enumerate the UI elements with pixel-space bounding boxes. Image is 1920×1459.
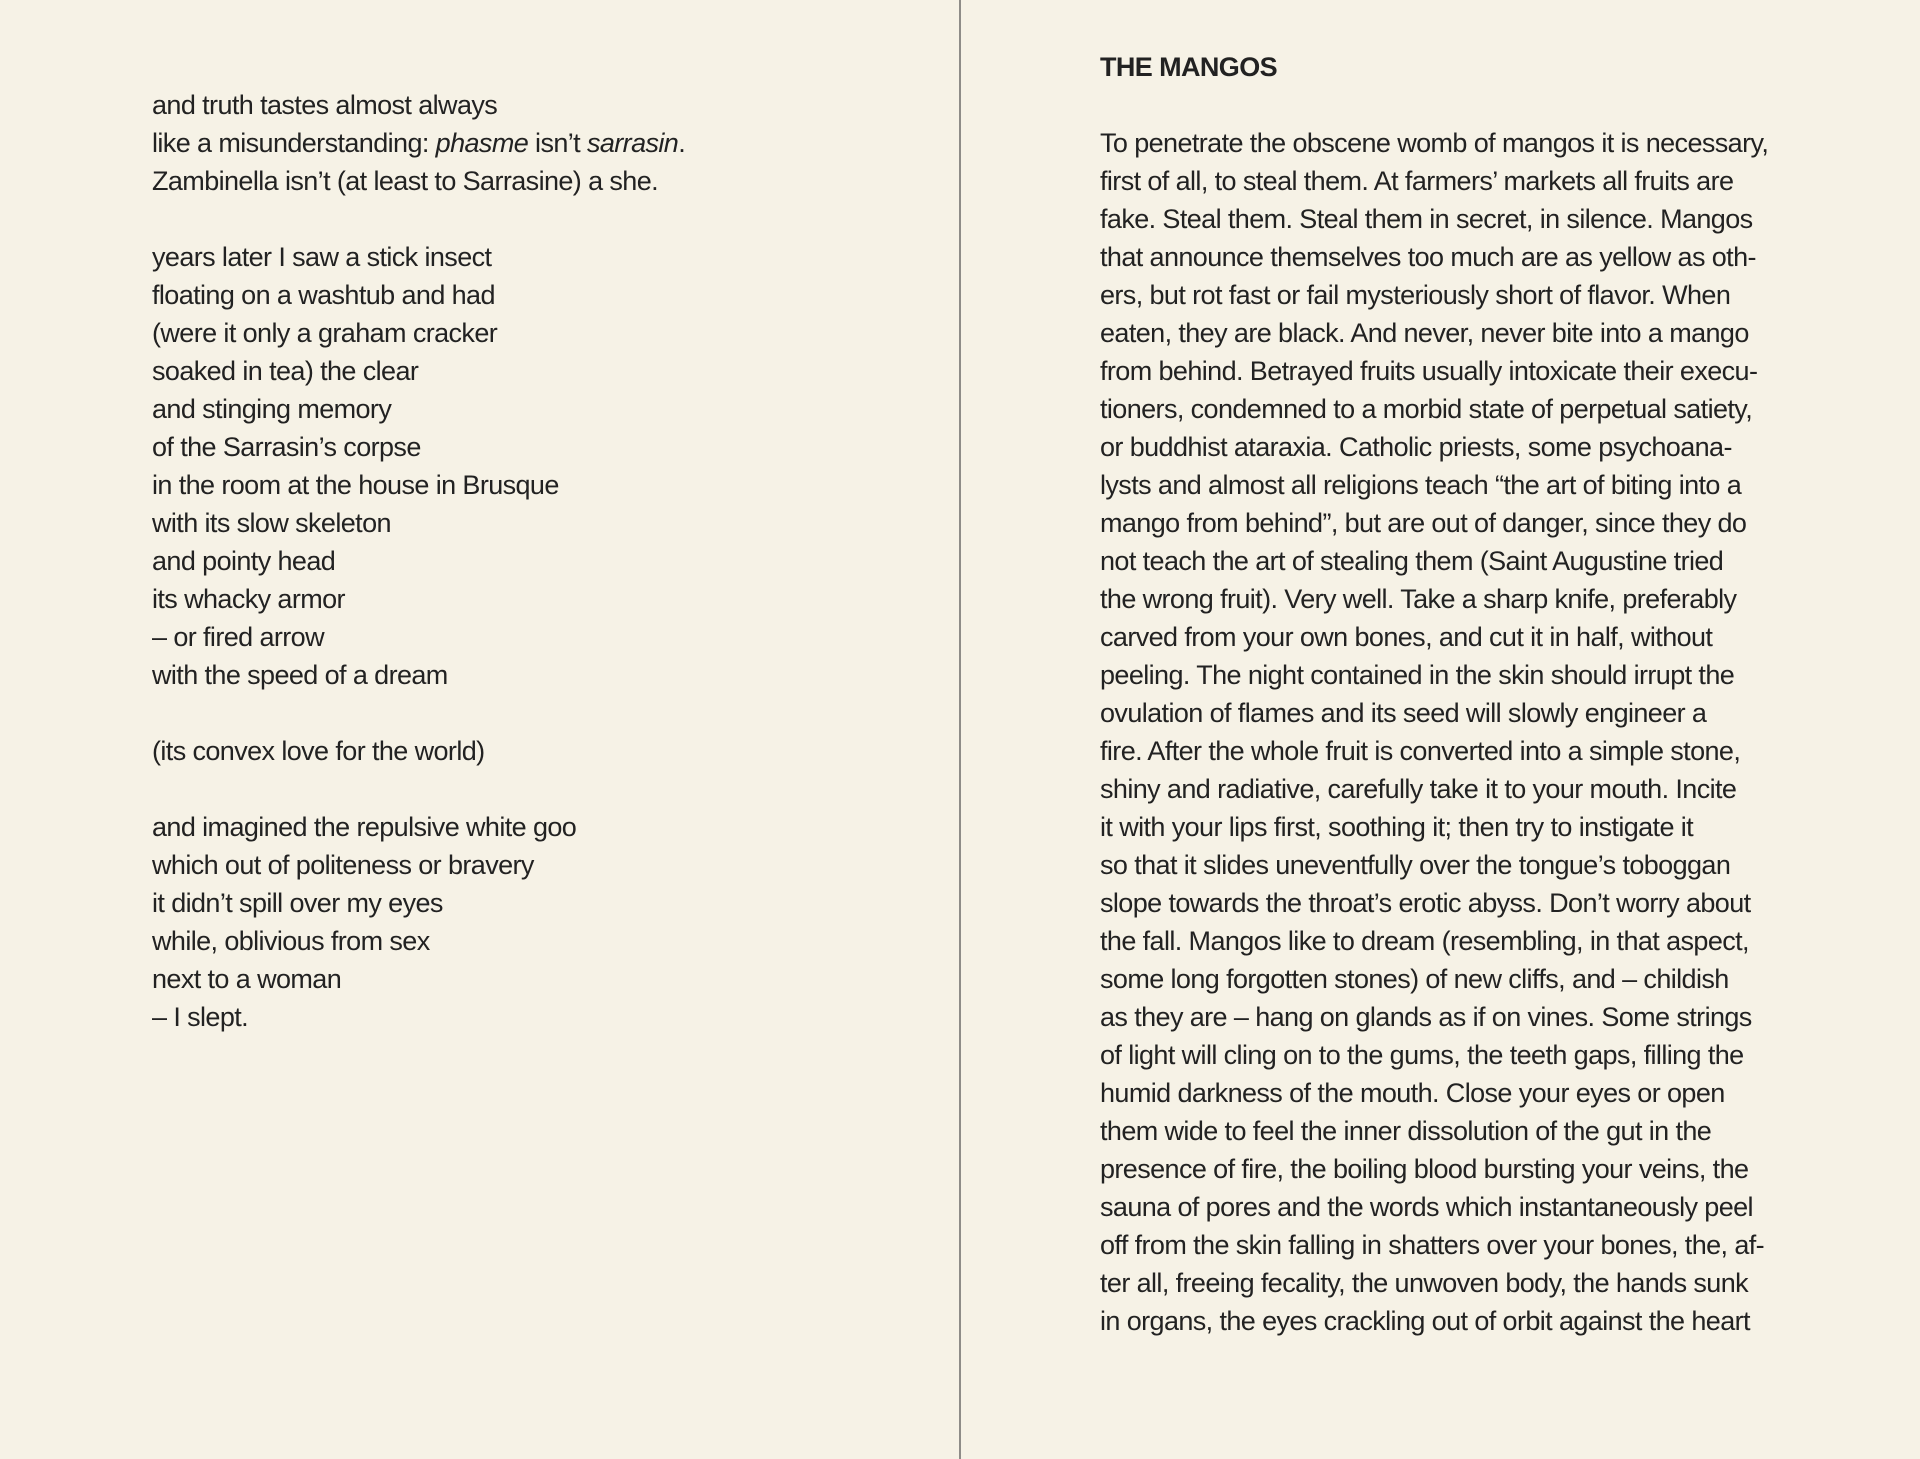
poem-line-with-italics: [152, 124, 852, 162]
poem-line: – I slept.: [152, 1002, 249, 1032]
prose-line: ovulation of flames and its seed will slowly engineer a: [1100, 698, 1707, 728]
prose-line: ers, but rot fast or fail mysteriously short of flavor. When: [1100, 280, 1731, 310]
poem-text: isn’t: [528, 128, 587, 158]
poem-line: and pointy head: [152, 546, 336, 576]
poem-line: and stinging memory: [152, 394, 392, 424]
prose-line: so that it slides uneventfully over the tongue’s toboggan: [1100, 850, 1731, 880]
poem-stanza-3: [152, 732, 852, 770]
poem-line: with the speed of a dream: [152, 660, 448, 690]
poem-line: next to a woman: [152, 964, 342, 994]
poem-line: it didn’t spill over my eyes: [152, 888, 443, 918]
stanza-break: [152, 200, 852, 238]
prose-line: it with your lips first, soothing it; then try to instigate it: [1100, 812, 1694, 842]
poem-line: which out of politeness or bravery: [152, 850, 534, 880]
prose-line: first of all, to steal them. At farmers’ markets all fruits are: [1100, 166, 1734, 196]
left-page-poem: [152, 86, 852, 1036]
prose-line: of light will cling on to the gums, the teeth gaps, filling the: [1100, 1040, 1744, 1070]
prose-line: fake. Steal them. Steal them in secret, in silence. Mangos: [1100, 204, 1753, 234]
prose-line: some long forgotten stones) of new cliffs, and – childish: [1100, 964, 1729, 994]
prose-line: the wrong fruit). Very well. Take a sharp knife, preferably: [1100, 584, 1737, 614]
prose-line: sauna of pores and the words which instantaneously peel: [1100, 1192, 1753, 1222]
poem-line: of the Sarrasin’s corpse: [152, 432, 421, 462]
prose-line: as they are – hang on glands as if on vines. Some strings: [1100, 1002, 1752, 1032]
poem-line: floating on a washtub and had: [152, 280, 495, 310]
prose-line: fire. After the whole fruit is converted into a simple stone,: [1100, 736, 1741, 766]
poem-line: with its slow skeleton: [152, 508, 391, 538]
prose-line: presence of fire, the boiling blood bursting your veins, the: [1100, 1154, 1749, 1184]
prose-line: or buddhist ataraxia. Catholic priests, some psychoana-: [1100, 432, 1732, 462]
prose-line: eaten, they are black. And never, never bite into a mango: [1100, 318, 1749, 348]
prose-line: To penetrate the obscene womb of mangos it is necessary,: [1100, 128, 1769, 158]
poem-line: (its convex love for the world): [152, 736, 485, 766]
prose-line: lysts and almost all religions teach “the art of biting into a: [1100, 470, 1742, 500]
prose-line: in organs, the eyes crackling out of orbit against the heart: [1100, 1306, 1750, 1336]
prose-line: mango from behind”, but are out of danger, since they do: [1100, 508, 1747, 538]
poem-line: its whacky armor: [152, 584, 345, 614]
poem-stanza-4: [152, 808, 852, 1036]
prose-line: from behind. Betrayed fruits usually intoxicate their execu-: [1100, 356, 1758, 386]
prose-body: [1100, 124, 1860, 1340]
poem-line: years later I saw a stick insect: [152, 242, 492, 272]
poem-text: .: [678, 128, 686, 158]
poem-stanza-2: [152, 238, 852, 694]
poem-line: soaked in tea) the clear: [152, 356, 419, 386]
poem-line: – or fired arrow: [152, 622, 324, 652]
prose-line: them wide to feel the inner dissolution of the gut in the: [1100, 1116, 1712, 1146]
italic-word-phasme: phasme: [435, 128, 529, 158]
right-page-prose: [1100, 48, 1860, 1340]
poem-line: (were it only a graham cracker: [152, 318, 498, 348]
poem-line: while, oblivious from sex: [152, 926, 430, 956]
prose-line: ter all, freeing fecality, the unwoven body, the hands sunk: [1100, 1268, 1749, 1298]
prose-line: off from the skin falling in shatters over your bones, the, af-: [1100, 1230, 1765, 1260]
stanza-break: [152, 694, 852, 732]
stanza-break: [152, 770, 852, 808]
poem-line: and imagined the repulsive white goo: [152, 812, 577, 842]
prose-line: that announce themselves too much are as yellow as oth-: [1100, 242, 1756, 272]
prose-line: carved from your own bones, and cut it in half, without: [1100, 622, 1713, 652]
poem-line: in the room at the house in Brusque: [152, 470, 559, 500]
prose-line: shiny and radiative, carefully take it to your mouth. Incite: [1100, 774, 1737, 804]
prose-line: tioners, condemned to a morbid state of perpetual satiety,: [1100, 394, 1753, 424]
title-spacing: [1100, 86, 1860, 124]
prose-line: not teach the art of stealing them (Saint Augustine tried: [1100, 546, 1724, 576]
section-title: THE MANGOS: [1100, 52, 1278, 82]
italic-word-sarrasin: sarrasin: [586, 128, 679, 158]
poem-line: Zambinella isn’t (at least to Sarrasine) a she.: [152, 166, 659, 196]
prose-line: humid darkness of the mouth. Close your eyes or open: [1100, 1078, 1725, 1108]
page-gutter-divider: [959, 0, 961, 1459]
prose-line: slope towards the throat’s erotic abyss. Don’t worry about: [1100, 888, 1751, 918]
poem-line: and truth tastes almost always: [152, 90, 498, 120]
poem-text: like a misunderstanding:: [152, 128, 436, 158]
prose-line: the fall. Mangos like to dream (resembling, in that aspect,: [1100, 926, 1749, 956]
prose-line: peeling. The night contained in the skin should irrupt the: [1100, 660, 1735, 690]
